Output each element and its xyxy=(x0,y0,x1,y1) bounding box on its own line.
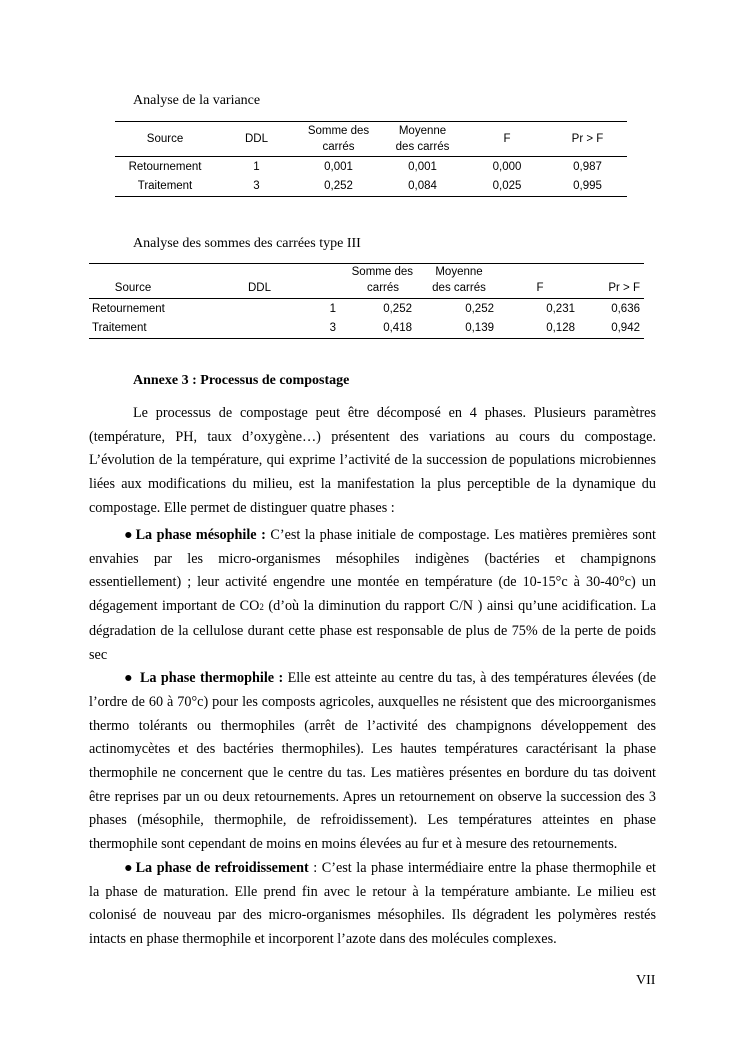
cell-ss: 0,252 xyxy=(298,177,379,197)
col-pr: Pr > F xyxy=(548,122,627,157)
table-header-row xyxy=(115,122,627,157)
col-ddl: DDL xyxy=(229,264,336,299)
page-number: VII xyxy=(636,973,656,988)
anova-table xyxy=(115,121,627,197)
list-item: ● La phase thermophile : Elle est atteinte au centre du tas, à des températures élevées (de l’ordre de 60 à 70°c) pour les composts agricoles, auxquelles ne résistent que des microorganismes thermo tolérants ou thermophiles (arrêt de l’activité des champignons développement des actinomycètes et des bactéries thermophiles). Les hautes températures caractérisant la phase thermophile ne concernent que le centre du tas. Les matières présentes en bordure du tas doivent être reprises par un ou deux retournements. Apres un retournement on observe la succession des 3 phases (mésophile, thermophile, de refroidissement). Les températures atteintes en phase thermophile sont cependant de moins en moins élevées au fur et à mesure des retournements. xyxy=(89,667,656,857)
cell-pr: 0,995 xyxy=(548,177,627,197)
col-source: Source xyxy=(89,264,229,299)
cell-ss: 0,252 xyxy=(383,302,412,315)
cell-ms: 0,001 xyxy=(408,160,437,173)
phase-term: La phase mésophile : xyxy=(135,527,266,543)
list-item: ● La phase de refroidissement : C’est la phase intermédiaire entre la phase thermophile et la phase de maturation. Elle prend fin avec le retour à la température ambiante. Le milieu est colonisé de nouveau par des micro-organismes mésophiles. Ils dégradent les polymères restés intacts en phase thermophile et incorporent l’azote dans des molécules complexes. xyxy=(89,857,656,952)
cell-ddl: 3 xyxy=(215,177,298,197)
anova-title: Analyse de la variance xyxy=(133,93,261,108)
cell-f: 0,231 xyxy=(546,302,575,315)
cell-source: Traitement xyxy=(115,177,215,197)
cell-ddl: 3 xyxy=(229,319,336,339)
col-mean-squares: Moyenne des carrés xyxy=(418,264,500,299)
bullet-icon: ● xyxy=(124,527,133,543)
cell-ss: 0,418 xyxy=(336,319,418,339)
table-row xyxy=(115,177,627,197)
cell-pr: 0,636 xyxy=(611,302,640,315)
table-header-row xyxy=(89,264,644,299)
table-row xyxy=(115,157,627,177)
cell-pr: 0,987 xyxy=(573,160,602,173)
col-pr: Pr > F xyxy=(580,264,644,299)
cell-source: Retournement xyxy=(92,302,165,315)
bullet-icon: ● xyxy=(124,859,133,876)
phases-list xyxy=(89,524,656,952)
cell-f: 0,128 xyxy=(500,319,580,339)
type3-table xyxy=(89,263,644,339)
table-row xyxy=(89,319,644,339)
cell-f: 0,000 xyxy=(492,160,522,173)
col-f: F xyxy=(500,264,580,299)
intro-paragraph: Le processus de compostage peut être décomposé en 4 phases. Plusieurs paramètres (température, PH, taux d’oxygène…) présentent des variations au cours du compostage. L’évolution de la température, qui exprime l’activité de la succession de populations microbiennes liées aux modifications du milieu, est la manifestation la plus perceptible de la dynamique du compostage. Elle permet de distinguer quatre phases : xyxy=(89,405,656,516)
table-row xyxy=(89,299,644,319)
phase-term: La phase de refroidissement xyxy=(135,859,309,876)
cell-ms: 0,139 xyxy=(418,319,500,339)
cell-ms: 0,252 xyxy=(465,302,494,315)
col-f: F xyxy=(466,122,548,157)
phase-term: La phase thermophile : xyxy=(139,670,284,687)
col-ddl: DDL xyxy=(215,122,298,157)
col-sum-squares: Somme des carrés xyxy=(336,264,418,299)
cell-f: 0,025 xyxy=(466,177,548,197)
col-source: Source xyxy=(115,122,215,157)
annexe-title: Annexe 3 : Processus de compostage xyxy=(133,373,350,388)
subscript: 2 xyxy=(259,602,264,613)
type3-title: Analyse des sommes des carrées type III xyxy=(133,236,361,251)
cell-ddl: 1 xyxy=(329,302,336,315)
cell-ms: 0,084 xyxy=(379,177,466,197)
cell-source: Traitement xyxy=(89,319,229,339)
list-item: ● La phase mésophile : C’est la phase initiale de compostage. Les matières premières sont envahies par les micro-organismes mésophiles indigènes (bactéries et champignons essentiellement) ; leur activité engendre une montée en température (de 10-15°c à 30-40°c) un dégagement important de CO2 (d’où la diminution du rapport C/N ) ainsi qu’une acidification. La dégradation de la cellulose durant cette phase est responsable de plus de 75% de la perte de poids sec xyxy=(89,524,656,667)
col-sum-squares: Somme des carrés xyxy=(298,122,379,157)
cell-ss: 0,001 xyxy=(324,160,353,173)
col-mean-squares: Moyenne des carrés xyxy=(379,122,466,157)
bullet-icon: ● xyxy=(124,670,133,687)
cell-pr: 0,942 xyxy=(580,319,644,339)
cell-ddl: 1 xyxy=(253,160,260,173)
cell-source: Retournement xyxy=(128,160,202,173)
